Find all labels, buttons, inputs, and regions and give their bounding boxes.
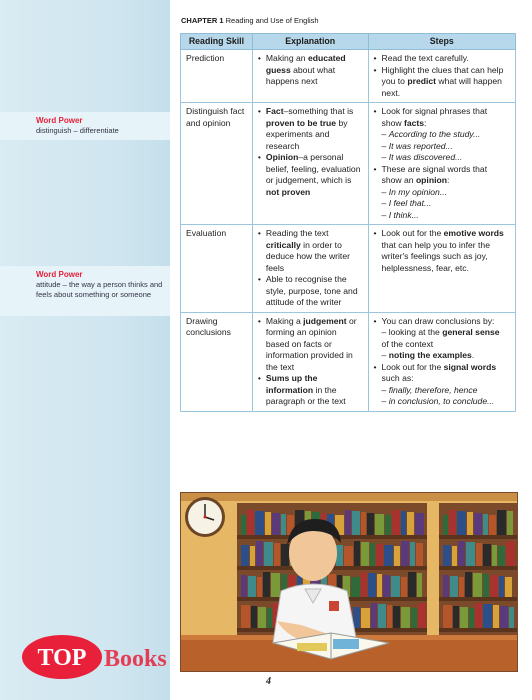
text-run: of the context [381,338,434,349]
table-row [181,225,516,313]
italic-text: It was discovered... [388,152,463,162]
text-run: in the paragraph or the text [265,384,346,406]
text-run: . [471,350,475,360]
reading-skill-cell: Evaluation [181,225,253,313]
text-run: Reading the text [265,228,329,238]
step-item [374,362,509,385]
text-run: –a personal belief, feeling, evaluation or judgement, which is [265,152,361,185]
bold-text: proven to be true [265,117,337,128]
bold-text: signal words [443,361,497,372]
explanation-item [258,228,362,274]
text-run: what will happen next. [381,76,502,98]
step-subitem [374,141,509,153]
explanation-item [258,106,362,152]
text-run: – [381,140,389,151]
text-run: : [446,175,450,185]
text-run: – [381,129,389,139]
text-run: : [424,117,427,128]
italic-text: It was reported... [388,140,453,151]
step-item [374,106,509,129]
student-studying-illustration [180,492,518,672]
step-item [374,316,509,328]
text-run: by experiments and research [265,117,348,151]
step-subitem [374,396,509,408]
text-run: Able to recognise the style, purpose, tone and attitude of the writer [265,274,358,307]
text-run: – [381,186,389,197]
steps-cell [368,312,515,411]
table-row [181,312,516,411]
text-run: – [381,350,389,360]
explanation-item [258,53,362,88]
table-row [181,103,516,225]
text-run: such as: [381,373,414,383]
bold-text: judgement [303,315,347,326]
italic-text: In my opinion... [388,186,447,197]
table-header-row [181,34,516,50]
explanation-cell [252,312,368,411]
explanation-item [258,152,362,198]
reading-skill-cell: Prediction [181,50,253,103]
text-run: – [381,209,389,220]
text-run: These are signal words that show an [381,163,488,185]
text-run: that can help you to infer the writer's feelings such as joy, helplessness, fear, etc. [381,239,490,273]
text-run: Making an [265,53,308,63]
word-power-text: distinguish – differentiate [36,126,119,135]
explanation-cell [252,103,368,225]
italic-text: in conclusion, to conclude... [388,396,495,406]
text-run: Look out for the [381,228,444,238]
text-run: about what happens next [265,64,336,86]
word-power-box-attitude [0,266,170,316]
text-run: Read the text carefully. [381,53,469,63]
text-run: – [381,198,389,208]
text-run: –something that is [283,106,354,116]
italic-text: According to the study... [388,129,481,139]
text-run: Making a [265,315,304,326]
step-item [374,53,509,65]
step-subitem [374,129,509,141]
text-run: You can draw conclusions by: [381,315,495,326]
margin-sidebar [0,0,170,700]
steps-cell [368,225,515,313]
reading-skill-cell: Drawing conclusions [181,312,253,411]
text-run: – [381,152,389,162]
step-subitem [374,210,509,222]
chapter-label: CHAPTER 1 [181,16,224,25]
chapter-header [181,16,319,25]
text-run: – [381,384,389,395]
svg-text:TOP: TOP [37,645,87,671]
text-run: or forming an opinion based on facts or information provided in the text [265,315,357,372]
bold-text: predict [407,76,436,86]
explanation-item [258,373,362,408]
header-reading-skill: Reading Skill [181,34,253,50]
explanation-cell [252,50,368,103]
word-power-title: Word Power [36,270,83,279]
step-subitem [374,198,509,210]
bold-text: educated guess [265,53,346,75]
italic-text: I think... [388,209,419,220]
text-run: Look for signal phrases that show [381,106,488,128]
bold-text: Sums up the information [265,373,318,395]
bold-text: emotive words [443,228,504,238]
table-row [181,50,516,103]
explanation-cell [252,225,368,313]
text-run: in order to deduce how the writer feels [265,239,350,273]
step-subitem [374,152,509,164]
step-item [374,164,509,187]
svg-text:Books: Books [104,646,167,672]
step-item [374,65,509,100]
step-subitem [374,327,509,350]
step-item [374,228,509,274]
step-subitem [374,187,509,199]
reading-skills-table [180,33,516,412]
text-run: Highlight the clues that can help you to [381,64,504,86]
chapter-title: Reading and Use of English [225,16,319,25]
bold-text: not proven [265,186,311,197]
steps-cell [368,50,515,103]
illustration-art [181,493,518,672]
bold-text: opinion [415,175,447,185]
page-number: 4 [266,676,271,687]
italic-text: finally, therefore, hence [388,384,478,395]
bold-text: critically [265,239,301,250]
bold-text: general sense [442,327,500,337]
italic-text: I feel that... [388,198,432,208]
text-run: Look out for the [381,361,444,372]
steps-cell [368,103,515,225]
text-run: – looking at the [381,327,443,337]
text-run: – [381,396,389,406]
reading-skill-cell: Distinguish fact and opinion [181,103,253,225]
header-explanation: Explanation [252,34,368,50]
word-power-text: attitude – the way a person thinks and feels about something or someone [36,280,163,299]
step-subitem [374,350,509,362]
word-power-box-distinguish [0,112,170,140]
bold-text: noting the examples [388,350,472,360]
step-subitem [374,385,509,397]
explanation-item [258,316,362,374]
bold-text: Opinion [265,152,299,162]
topbooks-watermark-logo [20,632,190,682]
explanation-item [258,274,362,309]
header-steps: Steps [368,34,515,50]
bold-text: Fact [265,106,284,116]
bold-text: facts [403,117,425,128]
word-power-title: Word Power [36,116,83,125]
